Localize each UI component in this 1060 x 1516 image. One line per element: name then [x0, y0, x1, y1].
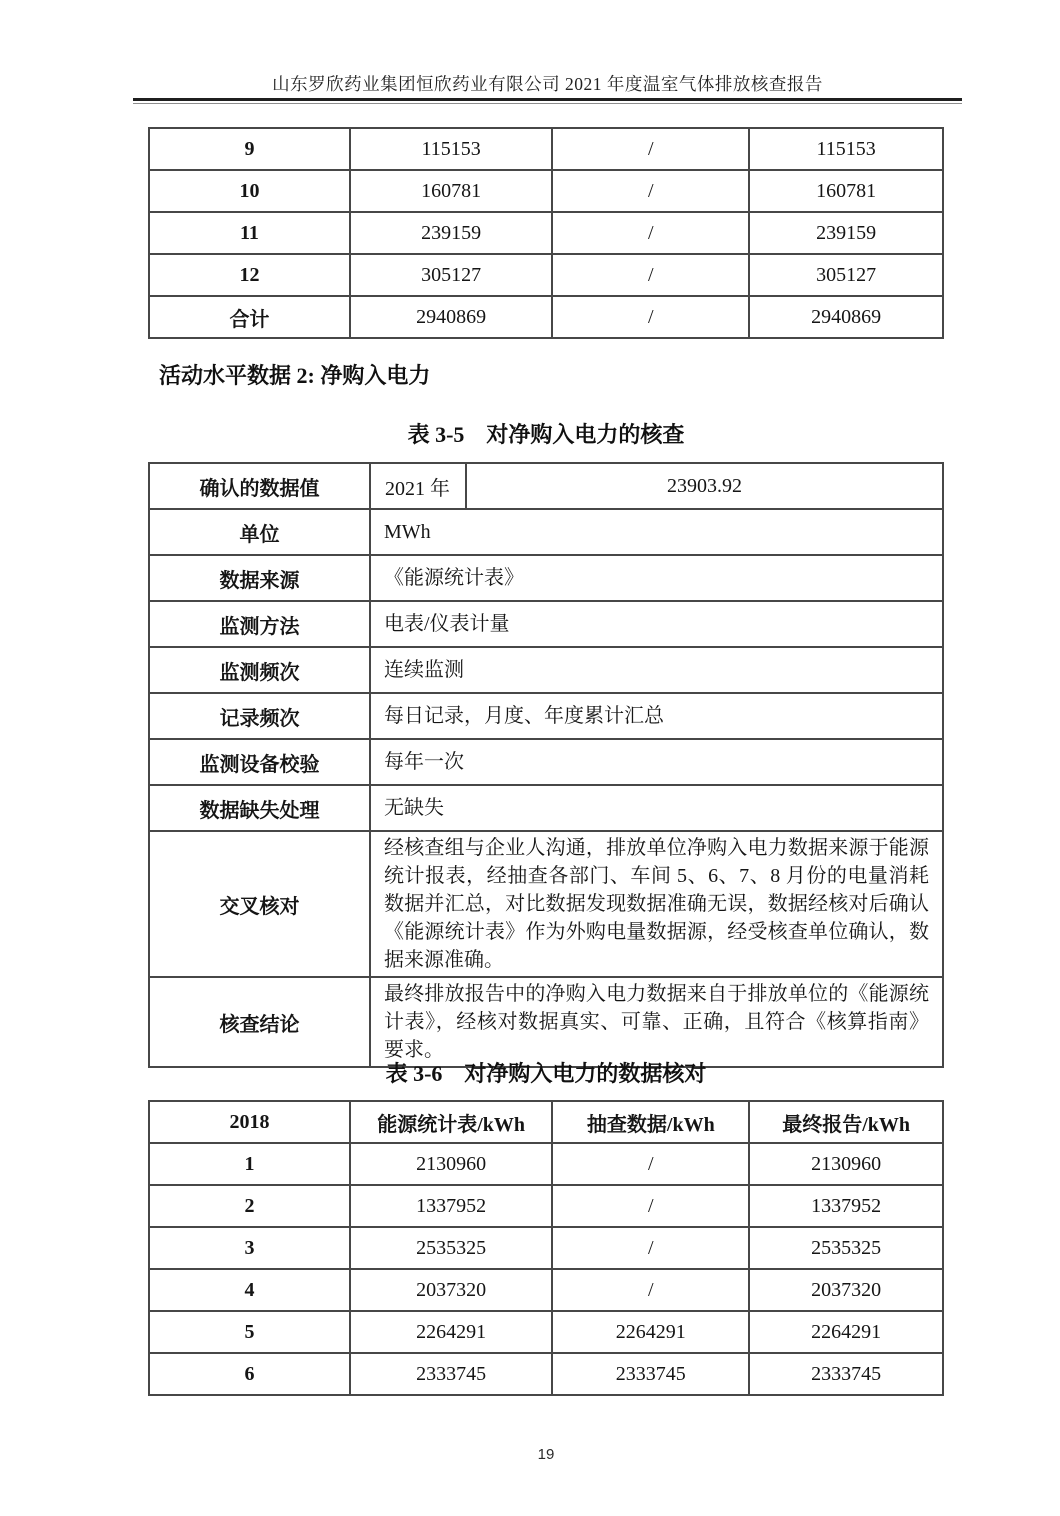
table-row	[149, 1227, 943, 1269]
table-row	[149, 647, 943, 693]
cell-month: 6	[149, 1353, 350, 1395]
cell-value: 无缺失	[370, 785, 943, 831]
table-row	[149, 1311, 943, 1353]
table-row-cross-check	[149, 831, 943, 977]
cell-label: 核查结论	[149, 977, 370, 1067]
table-cell: 2535325	[749, 1227, 943, 1269]
cell-month: 12	[149, 254, 350, 296]
cell-label: 监测频次	[149, 647, 370, 693]
cell-month: 1	[149, 1143, 350, 1185]
table-cell: /	[552, 1185, 749, 1227]
cell-value: 每日记录，月度、年度累计汇总	[370, 693, 943, 739]
header-cell-final-report: 最终报告/kWh	[749, 1101, 943, 1143]
cell-month: 9	[149, 128, 350, 170]
table-cell: /	[552, 212, 749, 254]
cell-value: 连续监测	[370, 647, 943, 693]
table-3-6	[148, 1100, 944, 1396]
cell-month: 5	[149, 1311, 350, 1353]
table-cell: 239159	[749, 212, 943, 254]
table-row-conclusion	[149, 977, 943, 1067]
cell-label: 数据来源	[149, 555, 370, 601]
cell-month: 3	[149, 1227, 350, 1269]
table-row	[149, 463, 943, 509]
table-cell: /	[552, 1227, 749, 1269]
table-cell: 1337952	[749, 1185, 943, 1227]
table-cell: 2264291	[552, 1311, 749, 1353]
table-row	[149, 601, 943, 647]
table-cell: 2037320	[749, 1269, 943, 1311]
table-cell: 239159	[350, 212, 552, 254]
cell-month: 4	[149, 1269, 350, 1311]
table-3-5	[148, 462, 944, 1068]
table-row	[149, 1143, 943, 1185]
table-cell: /	[552, 254, 749, 296]
table-cell: 2264291	[749, 1311, 943, 1353]
table-cell: 305127	[350, 254, 552, 296]
table-cell: 2333745	[749, 1353, 943, 1395]
table-cell: /	[552, 170, 749, 212]
cell-value: 《能源统计表》	[370, 555, 943, 601]
table-cell: 2940869	[749, 296, 943, 338]
header-cell-energy-table: 能源统计表/kWh	[350, 1101, 552, 1143]
table-cell: /	[552, 128, 749, 170]
table-row	[149, 254, 943, 296]
table-cell: 305127	[749, 254, 943, 296]
cell-value: 电表/仪表计量	[370, 601, 943, 647]
page-number: 19	[537, 1446, 555, 1463]
cell-label: 确认的数据值	[149, 463, 370, 509]
cell-value: 最终排放报告中的净购入电力数据来自于排放单位的《能源统计表》，经核对数据真实、可靠、正确，且符合《核算指南》要求。	[370, 977, 943, 1067]
cell-value: MWh	[370, 509, 943, 555]
cell-label: 数据缺失处理	[149, 785, 370, 831]
table-cell: 2037320	[350, 1269, 552, 1311]
cell-label: 监测设备校验	[149, 739, 370, 785]
header-rule	[133, 98, 962, 104]
table-3-5-title: 表 3-5 对净购入电力的核查	[407, 422, 685, 447]
cell-year: 2021 年	[370, 463, 466, 509]
table-row-total	[149, 296, 943, 338]
table-cell: 115153	[749, 128, 943, 170]
table-row	[149, 555, 943, 601]
cell-value: 23903.92	[466, 463, 943, 509]
monthly-data-table	[148, 127, 944, 339]
cell-label: 单位	[149, 509, 370, 555]
table-cell: /	[552, 1269, 749, 1311]
table-row	[149, 1353, 943, 1395]
cell-label: 交叉核对	[149, 831, 370, 977]
table-cell: 2940869	[350, 296, 552, 338]
cell-value: 经核查组与企业人沟通，排放单位净购入电力数据来源于能源统计报表，经抽查各部门、车间 5、6、7、8 月份的电量消耗数据并汇总，对比数据发现数据准确无误，数据经核对后确认《能源统计表》作为外购电量数据源，经受核查单位确认，数据来源准确。	[370, 831, 943, 977]
table-cell: 1337952	[350, 1185, 552, 1227]
cell-value: 每年一次	[370, 739, 943, 785]
table-cell: 115153	[350, 128, 552, 170]
table-cell: 2333745	[350, 1353, 552, 1395]
cell-month: 2	[149, 1185, 350, 1227]
table-cell: 2264291	[350, 1311, 552, 1353]
cell-total-label: 合计	[149, 296, 350, 338]
cell-month: 11	[149, 212, 350, 254]
table-3-6-title: 表 3-6 对净购入电力的数据核对	[385, 1061, 707, 1086]
table-row	[149, 170, 943, 212]
table-cell: /	[552, 296, 749, 338]
table-cell: 2333745	[552, 1353, 749, 1395]
table-cell: 160781	[749, 170, 943, 212]
section-heading: 活动水平数据 2: 净购入电力	[159, 363, 431, 388]
table-cell: 160781	[350, 170, 552, 212]
cell-month: 10	[149, 170, 350, 212]
header-cell-sample-data: 抽查数据/kWh	[552, 1101, 749, 1143]
header-cell-year: 2018	[149, 1101, 350, 1143]
table-row	[149, 1269, 943, 1311]
table-row	[149, 1185, 943, 1227]
table-row	[149, 128, 943, 170]
table-cell: 2130960	[749, 1143, 943, 1185]
page-header-title: 山东罗欣药业集团恒欣药业有限公司 2021 年度温室气体排放核查报告	[272, 74, 823, 94]
table-header-row	[149, 1101, 943, 1143]
table-row	[149, 212, 943, 254]
table-row	[149, 693, 943, 739]
table-row	[149, 739, 943, 785]
table-row	[149, 785, 943, 831]
table-cell: 2535325	[350, 1227, 552, 1269]
cell-label: 监测方法	[149, 601, 370, 647]
cell-label: 记录频次	[149, 693, 370, 739]
table-cell: /	[552, 1143, 749, 1185]
table-row	[149, 509, 943, 555]
table-cell: 2130960	[350, 1143, 552, 1185]
